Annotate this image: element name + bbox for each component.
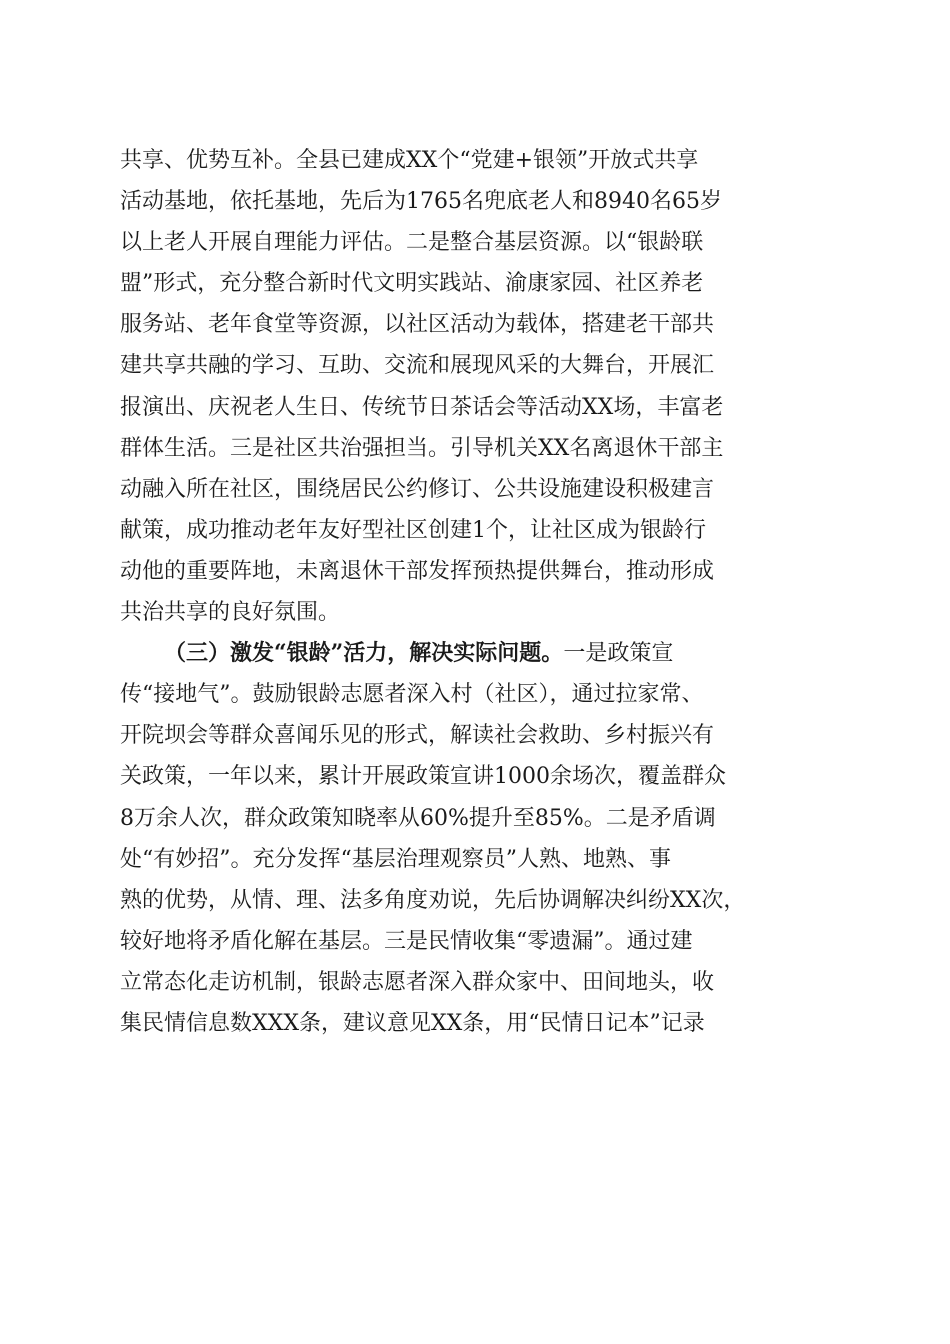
paragraph-line: 动融入所在社区，围绕居民公约修订、公共设施建设积极建言: [120, 476, 715, 502]
paragraph-line: 8万余人次，群众政策知晓率从60%提升至85%。二是矛盾调: [120, 805, 716, 831]
section-three-first-line-rest: 一是政策宣: [563, 641, 674, 667]
paragraph-line: 传“接地气”。鼓励银龄志愿者深入村（社区），通过拉家常、: [120, 682, 704, 708]
paragraph-line: 服务站、老年食堂等资源，以社区活动为载体，搭建老干部共: [120, 312, 715, 338]
paragraph-line: 关政策，一年以来，累计开展政策宣讲1000余场次，覆盖群众: [120, 764, 726, 790]
paragraph-line: 共治共享的良好氛围。: [120, 600, 341, 626]
paragraph-line: 较好地将矛盾化解在基层。三是民情收集“零遗漏”。通过建: [120, 928, 693, 954]
paragraph-line: 活动基地，依托基地，先后为1765名兜底老人和8940名65岁: [120, 189, 722, 215]
paragraph-line: 献策，成功推动老年友好型社区创建1个，让社区成为银龄行: [120, 517, 706, 543]
section-three-first-line: [120, 633, 840, 674]
paragraph-line: 动他的重要阵地，未离退休干部发挥预热提供舞台，推动形成: [120, 558, 715, 584]
paragraph-line: 开院坝会等群众喜闻乐见的形式，解读社会救助、乡村振兴有: [120, 723, 715, 749]
section-three-heading: （三）激发“银龄”活力，解决实际问题。: [164, 640, 564, 667]
paragraph-line: 熟的优势，从情、理、法多角度劝说，先后协调解决纠纷XX次，: [120, 887, 746, 913]
paragraph-line: 群体生活。三是社区共治强担当。引导机关XX名离退休干部主: [120, 435, 724, 461]
body-text: [120, 140, 840, 1044]
paragraph-line: 立常态化走访机制，银龄志愿者深入群众家中、田间地头，收: [120, 969, 715, 995]
paragraph-line: 集民情信息数XXX条，建议意见XX条，用“民情日记本”记录: [120, 1010, 705, 1036]
paragraph-line: 共享、优势互补。全县已建成XX个“党建+银领”开放式共享: [120, 148, 699, 173]
paragraph-line: 报演出、庆祝老人生日、传统节日茶话会等活动XX场，丰富老: [120, 394, 724, 420]
paragraph-line: 处“有妙招”。充分发挥“基层治理观察员”人熟、地熟、事: [120, 846, 671, 872]
paragraph-line: 建共享共融的学习、互助、交流和展现风采的大舞台，开展汇: [120, 353, 715, 379]
paragraph-line: 以上老人开展自理能力评估。二是整合基层资源。以“银龄联: [120, 230, 704, 256]
paragraph-line: 盟”形式，充分整合新时代文明实践站、渝康家园、社区养老: [120, 271, 704, 297]
